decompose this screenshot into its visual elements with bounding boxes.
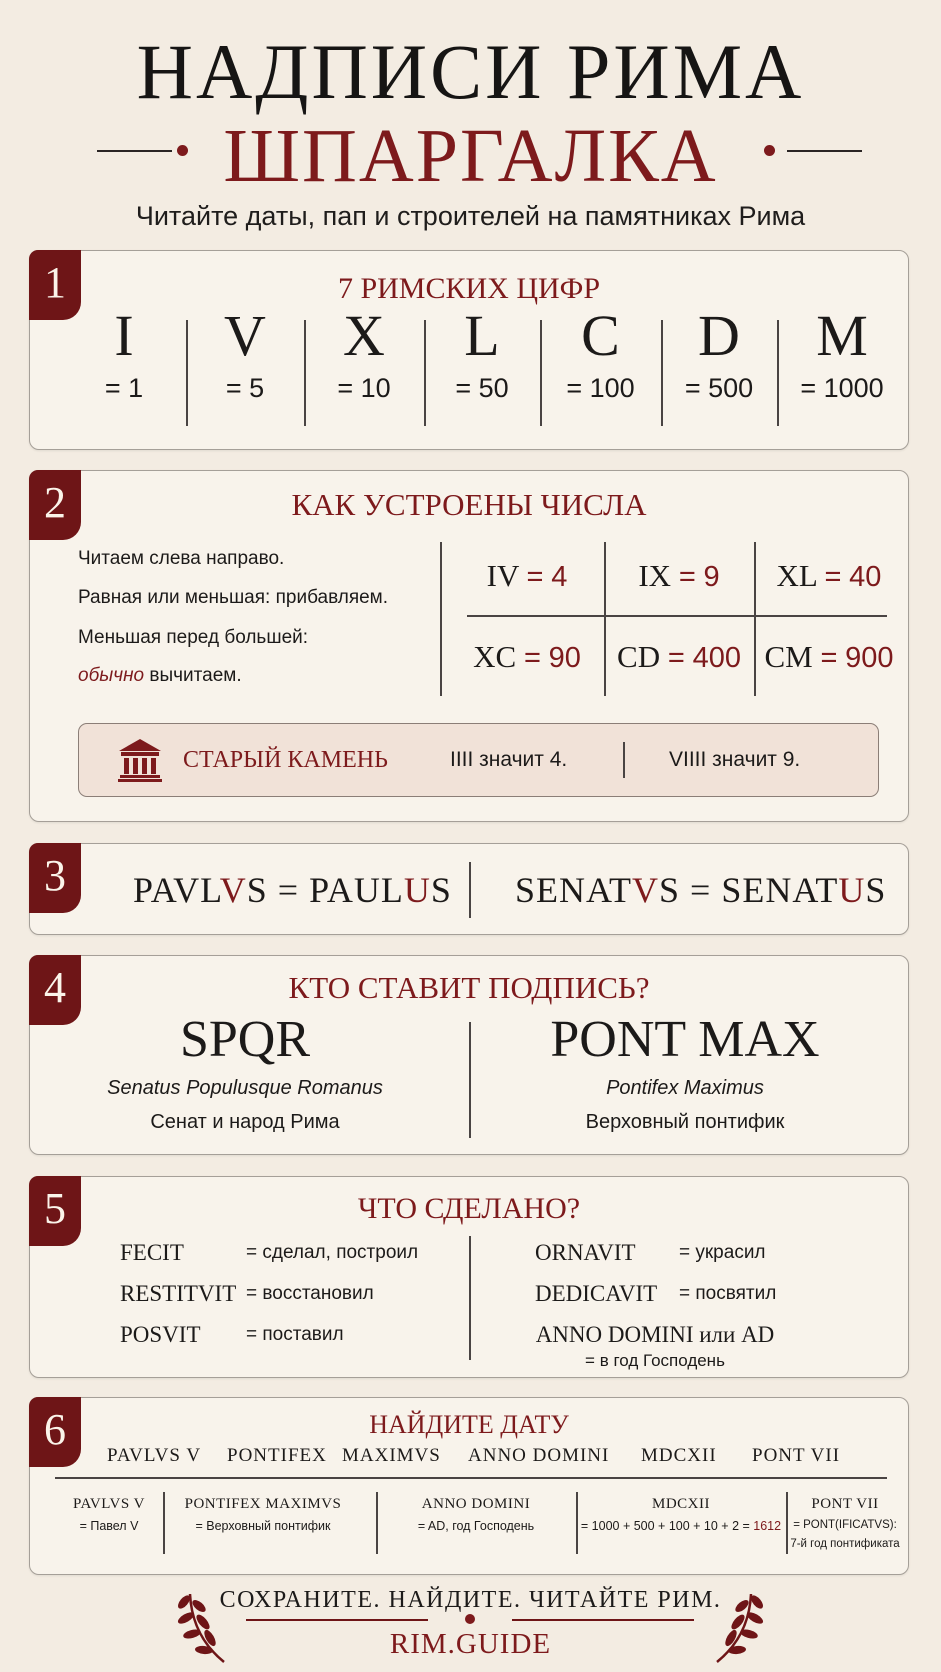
- numeral-cell: [777, 300, 907, 410]
- latin-highlight: V: [632, 870, 660, 910]
- section-number-badge: 6: [29, 1397, 81, 1467]
- latin-term: FECIT: [120, 1240, 184, 1265]
- section-number-badge: 2: [29, 470, 81, 540]
- old-stone-note-4: IIII значит 4.: [450, 748, 568, 771]
- inscription-word: ANNO DOMINI: [468, 1445, 610, 1466]
- date-breakdown-cell: [376, 1492, 576, 1536]
- roman-value: CM: [764, 639, 813, 674]
- numeral-letter: M: [816, 303, 868, 368]
- breakdown-formula: = 1000 + 500 + 100 + 10 + 2 =: [580, 1519, 750, 1533]
- term-definition: = посвятил: [679, 1283, 777, 1304]
- footer-site[interactable]: RIM.GUIDE: [389, 1628, 552, 1660]
- inscription-word: PONT VII: [752, 1445, 841, 1466]
- numeral-value: = 50: [455, 373, 509, 403]
- numeral-letter: C: [581, 303, 620, 368]
- u-v-example-paulus: [133, 865, 452, 915]
- term-definition: = украсил: [679, 1242, 766, 1263]
- old-stone-label: СТАРЫЙ КАМЕНЬ: [183, 747, 388, 773]
- breakdown-desc: [576, 1516, 786, 1536]
- example-cell: [604, 637, 754, 678]
- footer-slogan: СОХРАНИТЕ. НАЙДИТЕ. ЧИТАЙТЕ РИМ.: [219, 1587, 722, 1613]
- numeral-cell: [661, 300, 777, 410]
- rule-emphasis: обычно: [78, 665, 145, 686]
- numeral-letter: D: [698, 303, 740, 368]
- date-breakdown-cell: [163, 1492, 363, 1536]
- abbr-spqr: SPQR: [179, 1011, 311, 1068]
- divider: [469, 862, 471, 918]
- section-find-date: [29, 1397, 909, 1575]
- equals-sign: =: [277, 870, 300, 910]
- tagline: Читайте даты, пап и строителей на памятниках Рима: [135, 201, 806, 231]
- arabic-value: 400: [692, 642, 741, 674]
- divider: [467, 615, 887, 617]
- page-title: НАДПИСИ РИМА: [136, 28, 805, 115]
- latin-part: S: [430, 870, 452, 910]
- translation: Сенат и народ Рима: [150, 1111, 340, 1133]
- numeral-letter: I: [114, 303, 134, 368]
- latin-highlight: U: [838, 870, 866, 910]
- numeral-cell: [424, 300, 540, 410]
- breakdown-desc: = PONT(IFICATVS):: [793, 1519, 897, 1531]
- latin-highlight: U: [403, 870, 431, 910]
- divider: [55, 1477, 887, 1479]
- equals-sign: =: [690, 870, 712, 910]
- divider: [246, 1619, 428, 1621]
- roman-value: XC: [473, 639, 517, 674]
- term-definition: = поставил: [246, 1324, 344, 1345]
- section-number-badge: 5: [29, 1176, 81, 1246]
- latin-part: PAUL: [309, 870, 404, 910]
- numeral-cell: [62, 300, 186, 410]
- numeral-value: = 5: [225, 373, 265, 403]
- equals-sign: =: [824, 561, 842, 593]
- latin-term: ORNAVIT: [535, 1240, 636, 1265]
- breakdown-desc: = AD, год Господень: [417, 1519, 535, 1533]
- subtitle-row: [0, 110, 941, 202]
- translation: Верховный понтифик: [585, 1111, 785, 1133]
- roman-value: IX: [638, 558, 672, 593]
- divider: [469, 1236, 471, 1360]
- roman-value: IV: [486, 558, 519, 593]
- breakdown-result: 1612: [753, 1519, 782, 1533]
- numeral-value: = 1000: [800, 373, 884, 403]
- breakdown-desc: = Павел V: [79, 1519, 139, 1533]
- numeral-cell: [186, 300, 304, 410]
- divider-right: [787, 150, 862, 152]
- laurel-right-icon: [707, 1586, 769, 1666]
- arabic-value: 4: [551, 561, 568, 593]
- breakdown-head: PAVLVS V: [73, 1496, 145, 1512]
- equals-sign: =: [667, 642, 685, 674]
- inscription-word: MAXIMVS: [342, 1445, 441, 1466]
- latin-term: ANNO DOMINI или AD: [535, 1322, 775, 1347]
- numeral-value: = 100: [566, 373, 635, 403]
- inscription-word: MDCXII: [641, 1445, 717, 1466]
- breakdown-head: PONTIFEX MAXIMVS: [184, 1496, 342, 1512]
- equals-sign: =: [526, 561, 544, 593]
- abbr-pont-max: PONT MAX: [550, 1011, 820, 1068]
- latin-term: RESTITVIT: [120, 1281, 237, 1306]
- latin-term: POSVIT: [120, 1322, 201, 1347]
- section-number-badge: 3: [29, 843, 81, 913]
- rule-text: Равная или меньшая: прибавляем.: [78, 587, 389, 608]
- term-definition: = в год Господень: [585, 1351, 725, 1370]
- date-breakdown-cell: [55, 1492, 163, 1536]
- example-cell: [604, 556, 754, 597]
- example-cell: [754, 637, 904, 678]
- numeral-letter: V: [224, 303, 266, 368]
- section-number-badge: 1: [29, 250, 81, 320]
- arabic-value: 900: [845, 642, 894, 674]
- equals-sign: =: [820, 642, 838, 674]
- section-title: НАЙДИТЕ ДАТУ: [369, 1410, 569, 1439]
- example-cell: [754, 556, 904, 597]
- arabic-value: 40: [849, 561, 882, 593]
- arabic-value: 90: [548, 642, 581, 674]
- inscription-word: PAVLVS V: [107, 1445, 202, 1466]
- old-stone-note-9: VIIII значит 9.: [669, 748, 801, 771]
- cheatsheet-heading: ШПАРГАЛКА: [223, 114, 718, 198]
- numeral-value: = 10: [337, 373, 391, 403]
- old-stone-note: [78, 723, 879, 797]
- latin-part: S: [659, 870, 681, 910]
- section-title: КАК УСТРОЕНЫ ЧИСЛА: [291, 487, 647, 522]
- latin-highlight: V: [219, 870, 247, 910]
- latin-part: SENAT: [721, 870, 839, 910]
- latin-part: PAVL: [133, 870, 220, 910]
- latin-term: DEDICAVIT: [535, 1281, 658, 1306]
- example-cell: [452, 637, 602, 678]
- numeral-cell: [540, 300, 661, 410]
- equals-sign: =: [678, 561, 696, 593]
- breakdown-desc: 7-й год понтификата: [790, 1538, 900, 1550]
- section-title: ЧТО СДЕЛАНО?: [357, 1192, 581, 1225]
- term-definition: = сделал, построил: [246, 1242, 419, 1263]
- section-title: КТО СТАВИТ ПОДПИСЬ?: [288, 970, 650, 1005]
- divider: [469, 1022, 471, 1138]
- rule-text: [78, 663, 242, 689]
- latin-part: SENAT: [515, 870, 633, 910]
- numeral-value: = 500: [684, 373, 754, 403]
- latin-expansion: Senatus Populusque Romanus: [107, 1077, 383, 1099]
- date-breakdown-cell: [786, 1492, 904, 1554]
- divider: [512, 1619, 694, 1621]
- section-number-badge: 4: [29, 955, 81, 1025]
- section-title: 7 РИМСКИХ ЦИФР: [337, 272, 601, 305]
- dot: [465, 1614, 475, 1624]
- numeral-letter: X: [343, 303, 385, 368]
- equals-sign: =: [523, 642, 541, 674]
- rule-text: Меньшая перед большей:: [78, 627, 309, 648]
- breakdown-head: ANNO DOMINI: [421, 1496, 531, 1512]
- divider: [623, 742, 625, 778]
- example-cell: [452, 556, 602, 597]
- latin-expansion: Pontifex Maximus: [606, 1077, 764, 1099]
- numeral-letter: L: [464, 303, 500, 368]
- breakdown-head: PONT VII: [811, 1496, 879, 1512]
- roman-value: CD: [617, 639, 661, 674]
- latin-part: S: [865, 870, 887, 910]
- term-definition: = восстановил: [246, 1283, 374, 1304]
- numeral-value: = 1: [104, 373, 144, 403]
- inscription-word: PONTIFEX: [227, 1445, 327, 1466]
- numeral-cell: [304, 300, 424, 410]
- date-breakdown-cell: [576, 1492, 786, 1536]
- rule-text: Читаем слева направо.: [78, 548, 285, 569]
- divider: [440, 542, 442, 696]
- roman-value: XL: [776, 558, 817, 593]
- breakdown-head: MDCXII: [652, 1496, 710, 1512]
- breakdown-desc: = Верховный понтифик: [195, 1519, 331, 1533]
- arabic-value: 9: [703, 561, 720, 593]
- dot-right: [764, 145, 775, 156]
- rule-rest: вычитаем.: [149, 665, 242, 686]
- temple-icon: [117, 737, 163, 783]
- latin-part: S: [246, 870, 268, 910]
- u-v-example-senatus: [515, 865, 886, 915]
